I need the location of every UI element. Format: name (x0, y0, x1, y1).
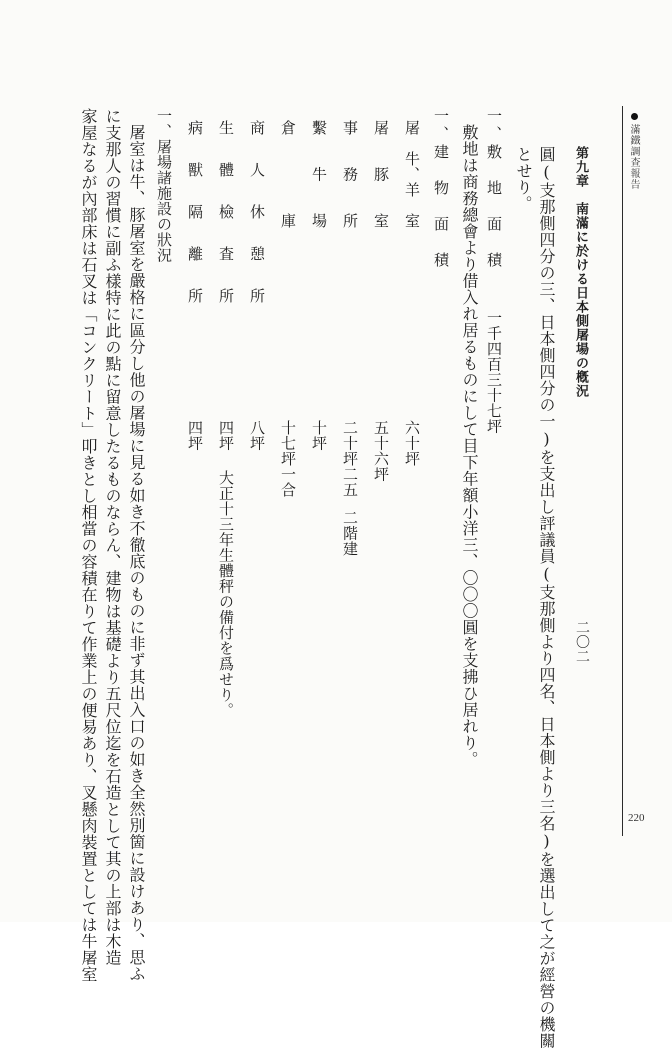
body-line: 圓(支那側四分の三、日本側四分の一)を支出し評議員(支那側より四名、日本側より三名)を選出して之が經營の機關 (537, 146, 556, 1049)
building-name: 病 獸 隔 離 所 (186, 120, 204, 309)
building-name: 生 體 檢 査 所 (217, 120, 235, 309)
body-line: 屠室は牛、豚屠室を嚴格に區分し他の屠場に見る如き不徹底のものに非ず其出入口の如き全然別箇に設けあり、思ふ (127, 124, 146, 982)
kanji-page-number: 二〇二 (574, 620, 590, 664)
facilities-heading: 一、屠場諸施設の狀況 (155, 108, 173, 263)
building-area: 四坪 (186, 420, 204, 451)
building-name: 事 務 所 (341, 120, 359, 229)
building-area-heading: 一、建 物 面 積 (432, 108, 450, 270)
building-name: 商 人 休 憩 所 (248, 120, 266, 309)
building-area: 十坪 (310, 420, 328, 451)
site-area-value: 一千四百三十七坪 (485, 310, 503, 434)
building-name: 繫 牛 場 (310, 120, 328, 229)
building-area: 五十六坪 (372, 420, 390, 482)
building-note: 二階建 (341, 510, 359, 557)
page-number: 220 (628, 812, 645, 824)
building-note: 大正十三年生體秤の備付を爲せり。 (217, 470, 235, 718)
building-name: 屠 豚 室 (372, 120, 390, 229)
margin-rule (622, 106, 623, 836)
building-name: 倉 庫 (279, 120, 297, 229)
building-area: 十七坪一合 (279, 420, 297, 498)
body-line: とせり。 (514, 146, 533, 212)
body-line: 家屋なるが內部床は石叉は「コンクリート」叩きとし相當の容積在りて作業上の便易あり、叉懸肉裝置としては牛屠室 (79, 108, 98, 983)
building-name: 屠 牛、羊 室 (403, 120, 421, 229)
series-title: 滿鐵調查報告 (628, 124, 639, 190)
building-area: 二十坪二五 (341, 420, 359, 498)
site-area-heading: 一、敷 地 面 積 (485, 108, 503, 270)
bullet-icon (631, 113, 638, 120)
chapter-title: 第九章 南滿に於ける日本側屠場の槪況 (573, 146, 588, 398)
building-area: 四坪 (217, 420, 235, 451)
building-area: 六十坪 (403, 420, 421, 467)
building-area: 八坪 (248, 420, 266, 451)
body-line: に支那人の習慣に副ふ樣特に此の點に留意したるものならん、建物は基礎より五尺位迄を石造として其の上部は木造 (103, 108, 122, 966)
site-text: 敷地は商務總會より借入れ居るものにして目下年額小洋三、〇〇〇圓を支拂ひ居れり。 (460, 124, 479, 768)
